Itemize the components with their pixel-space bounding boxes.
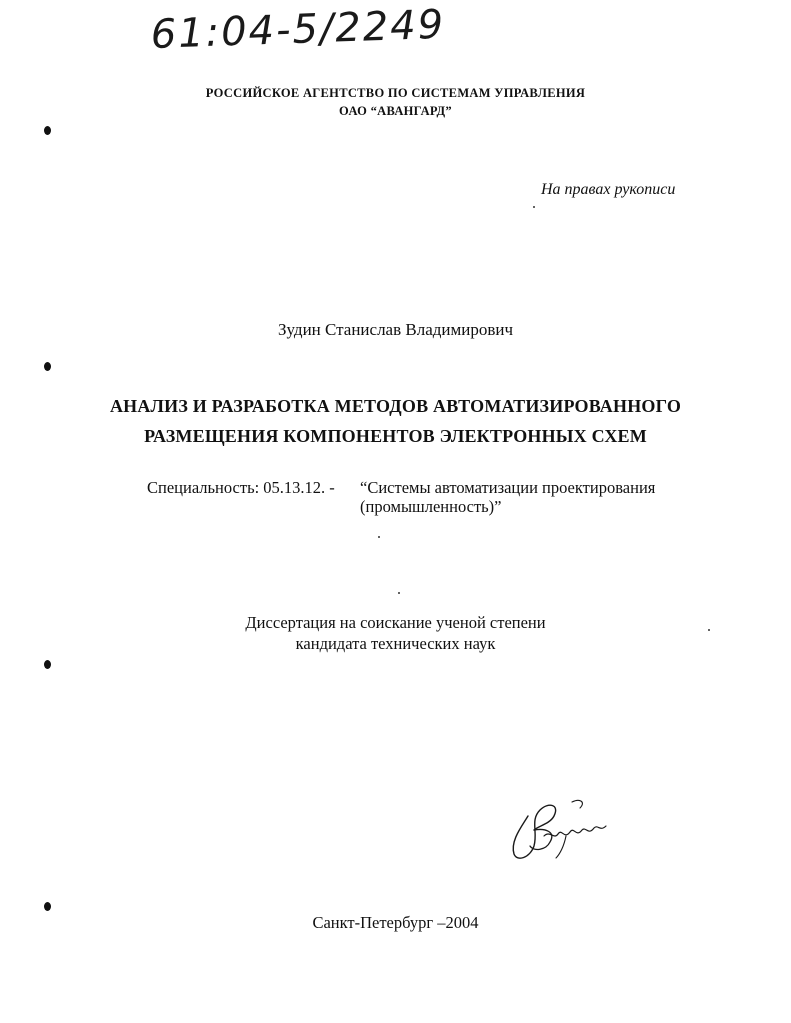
scan-speck — [378, 536, 380, 538]
specialty-name-line-1: “Системы автоматизации проектирования — [360, 478, 656, 497]
author-name: Зудин Станислав Владимирович — [277, 320, 514, 339]
place-and-year: Санкт-Петербург –2004 — [312, 913, 479, 932]
rights-note: На правах рукописи — [541, 181, 676, 198]
binding-hole-mark — [44, 362, 51, 371]
signature-scribble — [500, 796, 620, 871]
thesis-title-line-2: РАЗМЕЩЕНИЯ КОМПОНЕНТОВ ЭЛЕКТРОННЫХ СХЕМ — [144, 426, 647, 446]
specialty-label: Специальность: 05.13.12. - — [147, 478, 335, 497]
binding-hole-mark — [44, 660, 51, 669]
dissertation-line-1: Диссертация на соискание ученой степени — [245, 613, 546, 632]
binding-hole-mark — [44, 902, 51, 911]
specialty-name-line-2: (промышленность)” — [360, 497, 502, 516]
company-name: ОАО “АВАНГАРД” — [339, 104, 452, 118]
dissertation-line-2: кандидата технических наук — [295, 634, 496, 653]
binding-hole-mark — [44, 126, 51, 135]
scan-speck — [398, 592, 400, 594]
agency-name: РОССИЙСКОЕ АГЕНТСТВО ПО СИСТЕМАМ УПРАВЛЕНИЯ — [205, 86, 586, 100]
thesis-title-line-1: АНАЛИЗ И РАЗРАБОТКА МЕТОДОВ АВТОМАТИЗИРОВАННОГО — [109, 396, 682, 416]
handwritten-registry-number: 61:04-5/2249 — [150, 1, 446, 58]
scan-speck — [533, 206, 535, 208]
scan-speck — [708, 629, 710, 631]
